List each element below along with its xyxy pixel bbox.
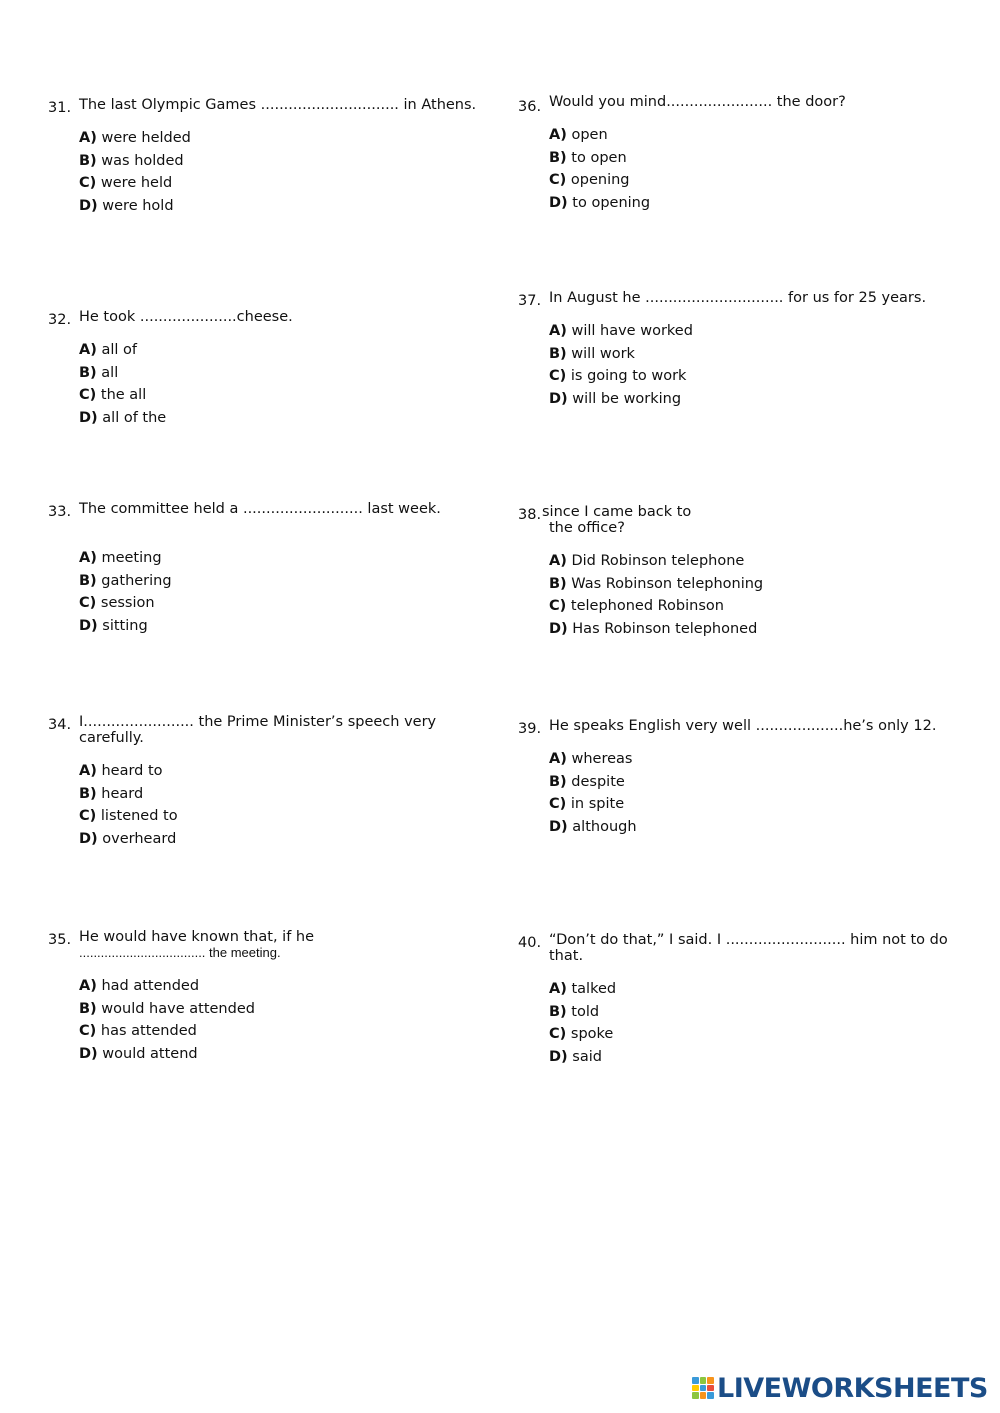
option-letter: C) bbox=[549, 598, 567, 615]
option-b[interactable] bbox=[549, 343, 969, 366]
logo-cell bbox=[707, 1385, 714, 1392]
logo-cell bbox=[700, 1385, 707, 1392]
option-c[interactable] bbox=[549, 169, 969, 192]
option-c[interactable] bbox=[79, 592, 499, 615]
option-a[interactable] bbox=[79, 339, 499, 362]
option-b[interactable] bbox=[549, 147, 969, 170]
option-text: heard bbox=[101, 785, 144, 802]
option-letter: A) bbox=[549, 323, 567, 339]
option-letter: D) bbox=[549, 390, 568, 407]
question-number: 33. bbox=[48, 504, 72, 520]
question-text: “Don’t do that,” I said. I .......................... him not to do that. bbox=[549, 932, 948, 964]
option-d[interactable] bbox=[549, 388, 969, 411]
option-letter: C) bbox=[79, 1023, 97, 1040]
option-a[interactable] bbox=[549, 550, 969, 573]
option-text: to opening bbox=[572, 194, 651, 211]
option-text: sitting bbox=[102, 617, 148, 634]
option-text: spoke bbox=[570, 1026, 614, 1043]
option-text: the all bbox=[100, 387, 147, 404]
question-number: 35. bbox=[48, 932, 72, 948]
question-text-tail: the office? bbox=[549, 520, 625, 536]
option-text: would have attended bbox=[101, 1000, 255, 1017]
option-letter: B) bbox=[79, 785, 97, 802]
logo-cell bbox=[692, 1385, 699, 1392]
option-a[interactable] bbox=[79, 127, 499, 150]
option-text: although bbox=[572, 818, 637, 835]
logo-cell bbox=[707, 1392, 714, 1399]
option-c[interactable] bbox=[79, 1020, 499, 1043]
option-text: opening bbox=[570, 172, 630, 189]
option-b[interactable] bbox=[549, 771, 969, 794]
option-d[interactable] bbox=[79, 615, 499, 638]
option-a[interactable] bbox=[549, 320, 969, 343]
option-text: listened to bbox=[100, 808, 178, 825]
option-text: telephoned Robinson bbox=[570, 598, 724, 615]
option-letter: A) bbox=[79, 978, 97, 994]
option-text: will have worked bbox=[571, 323, 693, 339]
option-text: Has Robinson telephoned bbox=[572, 620, 758, 637]
option-d[interactable] bbox=[549, 816, 969, 839]
logo-cell bbox=[692, 1392, 699, 1399]
option-b[interactable] bbox=[79, 998, 499, 1021]
option-letter: D) bbox=[79, 830, 98, 847]
option-letter: D) bbox=[549, 1048, 568, 1065]
option-d[interactable] bbox=[79, 1043, 499, 1066]
option-a[interactable] bbox=[79, 760, 499, 783]
option-text: Did Robinson telephone bbox=[571, 553, 745, 569]
option-letter: A) bbox=[79, 342, 97, 358]
option-c[interactable] bbox=[549, 365, 969, 388]
option-letter: B) bbox=[79, 364, 97, 381]
option-b[interactable] bbox=[79, 570, 499, 593]
logo-cell bbox=[692, 1377, 699, 1384]
option-d[interactable] bbox=[549, 1046, 969, 1069]
option-text: despite bbox=[571, 773, 625, 790]
option-text: told bbox=[571, 1003, 600, 1020]
option-d[interactable] bbox=[79, 828, 499, 851]
option-text: had attended bbox=[101, 978, 200, 994]
option-text: heard to bbox=[101, 763, 163, 779]
option-text: was holded bbox=[101, 152, 184, 169]
question-text: Would you mind....................... the door? bbox=[549, 94, 846, 110]
question-number: 34. bbox=[48, 717, 72, 733]
question-35 bbox=[48, 929, 499, 1065]
options-list bbox=[79, 339, 499, 429]
options-list bbox=[549, 320, 969, 410]
options-list bbox=[79, 547, 499, 637]
question-text: I........................ the Prime Minister’s speech very carefully. bbox=[79, 714, 437, 746]
question-number: 32. bbox=[48, 312, 72, 328]
option-letter: C) bbox=[79, 175, 97, 192]
option-letter: D) bbox=[549, 194, 568, 211]
option-text: said bbox=[572, 1048, 602, 1065]
logo-grid-icon bbox=[692, 1377, 714, 1399]
option-text: all bbox=[101, 364, 119, 381]
question-38 bbox=[518, 504, 969, 640]
question-text: The last Olympic Games .............................. in Athens. bbox=[79, 97, 477, 113]
question-number: 31. bbox=[48, 100, 72, 116]
question-37 bbox=[518, 290, 969, 410]
option-text: overheard bbox=[102, 830, 177, 847]
option-text: were helded bbox=[101, 130, 191, 146]
option-letter: A) bbox=[549, 981, 567, 997]
option-text: in spite bbox=[570, 796, 625, 813]
option-letter: B) bbox=[79, 1000, 97, 1017]
option-text: is going to work bbox=[570, 368, 687, 385]
question-text: He speaks English very well ...................he’s only 12. bbox=[549, 718, 937, 734]
option-b[interactable] bbox=[79, 362, 499, 385]
option-b[interactable] bbox=[549, 1001, 969, 1024]
question-number: 40. bbox=[518, 935, 542, 951]
option-letter: D) bbox=[549, 818, 568, 835]
question-number: 36. bbox=[518, 99, 542, 115]
options-list bbox=[79, 760, 499, 850]
option-c[interactable] bbox=[79, 805, 499, 828]
option-letter: B) bbox=[549, 345, 567, 362]
option-letter: B) bbox=[79, 152, 97, 169]
option-text: would attend bbox=[102, 1045, 198, 1062]
option-d[interactable] bbox=[549, 618, 969, 641]
question-33 bbox=[48, 501, 499, 637]
option-letter: C) bbox=[79, 387, 97, 404]
liveworksheets-logo[interactable] bbox=[692, 1373, 988, 1403]
options-list bbox=[549, 124, 969, 214]
question-text: In August he .............................. for us for 25 years. bbox=[549, 290, 927, 306]
question-36 bbox=[518, 94, 969, 214]
option-b[interactable] bbox=[79, 783, 499, 806]
option-letter: A) bbox=[79, 130, 97, 146]
option-text: has attended bbox=[100, 1023, 197, 1040]
option-letter: B) bbox=[549, 773, 567, 790]
logo-text: LIVEWORKSHEETS bbox=[717, 1372, 988, 1404]
option-letter: A) bbox=[549, 553, 567, 569]
question-31 bbox=[48, 97, 499, 217]
option-letter: A) bbox=[79, 550, 97, 566]
option-a[interactable] bbox=[549, 748, 969, 771]
options-list bbox=[79, 127, 499, 217]
option-a[interactable] bbox=[549, 978, 969, 1001]
option-letter: B) bbox=[549, 149, 567, 166]
option-letter: D) bbox=[79, 409, 98, 426]
logo-cell bbox=[700, 1392, 707, 1399]
question-40 bbox=[518, 932, 969, 1068]
question-text-tail: ................................... the meeting. bbox=[79, 945, 281, 960]
question-number: 38. bbox=[518, 507, 542, 523]
option-text: open bbox=[571, 127, 608, 143]
question-text-main: He would have known that, if he bbox=[79, 929, 315, 945]
question-39 bbox=[518, 718, 969, 838]
options-list bbox=[79, 975, 499, 1065]
option-letter: C) bbox=[79, 595, 97, 612]
option-text: whereas bbox=[571, 751, 633, 767]
option-c[interactable] bbox=[549, 793, 969, 816]
option-text: talked bbox=[571, 981, 617, 997]
option-letter: D) bbox=[79, 617, 98, 634]
question-text: He took .....................cheese. bbox=[79, 309, 293, 325]
option-c[interactable] bbox=[79, 384, 499, 407]
option-text: meeting bbox=[101, 550, 162, 566]
question-34 bbox=[48, 714, 499, 850]
option-d[interactable] bbox=[79, 195, 499, 218]
option-letter: D) bbox=[79, 1045, 98, 1062]
logo-cell bbox=[707, 1377, 714, 1384]
options-list bbox=[549, 748, 969, 838]
question-text bbox=[542, 504, 969, 536]
option-text: will work bbox=[571, 345, 635, 362]
option-text: were held bbox=[100, 175, 173, 192]
options-list bbox=[549, 978, 969, 1068]
option-b[interactable] bbox=[79, 150, 499, 173]
option-text: all of bbox=[101, 342, 137, 358]
option-letter: B) bbox=[549, 1003, 567, 1020]
option-text: all of the bbox=[102, 409, 167, 426]
option-d[interactable] bbox=[549, 192, 969, 215]
option-letter: A) bbox=[79, 763, 97, 779]
option-letter: B) bbox=[79, 572, 97, 589]
option-letter: B) bbox=[549, 575, 567, 592]
option-letter: C) bbox=[79, 808, 97, 825]
option-letter: A) bbox=[549, 127, 567, 143]
option-text: session bbox=[100, 595, 155, 612]
option-a[interactable] bbox=[79, 975, 499, 998]
option-a[interactable] bbox=[79, 547, 499, 570]
option-text: will be working bbox=[572, 390, 682, 407]
question-text: The committee held a .......................... last week. bbox=[79, 501, 441, 517]
option-letter: C) bbox=[549, 796, 567, 813]
option-letter: D) bbox=[79, 197, 98, 214]
option-c[interactable] bbox=[549, 1023, 969, 1046]
question-32 bbox=[48, 309, 499, 429]
question-text bbox=[79, 929, 499, 961]
option-text: to open bbox=[571, 149, 627, 166]
option-b[interactable] bbox=[549, 573, 969, 596]
question-number: 39. bbox=[518, 721, 542, 737]
option-d[interactable] bbox=[79, 407, 499, 430]
option-a[interactable] bbox=[549, 124, 969, 147]
option-letter: C) bbox=[549, 368, 567, 385]
option-letter: D) bbox=[549, 620, 568, 637]
option-letter: C) bbox=[549, 1026, 567, 1043]
logo-cell bbox=[700, 1377, 707, 1384]
option-text: were hold bbox=[102, 197, 174, 214]
option-letter: A) bbox=[549, 751, 567, 767]
option-c[interactable] bbox=[549, 595, 969, 618]
option-letter: C) bbox=[549, 172, 567, 189]
option-text: Was Robinson telephoning bbox=[571, 575, 764, 592]
options-list bbox=[549, 550, 969, 640]
option-text: gathering bbox=[101, 572, 172, 589]
question-number: 37. bbox=[518, 293, 542, 309]
option-c[interactable] bbox=[79, 172, 499, 195]
question-text-main: since I came back to bbox=[542, 504, 692, 520]
